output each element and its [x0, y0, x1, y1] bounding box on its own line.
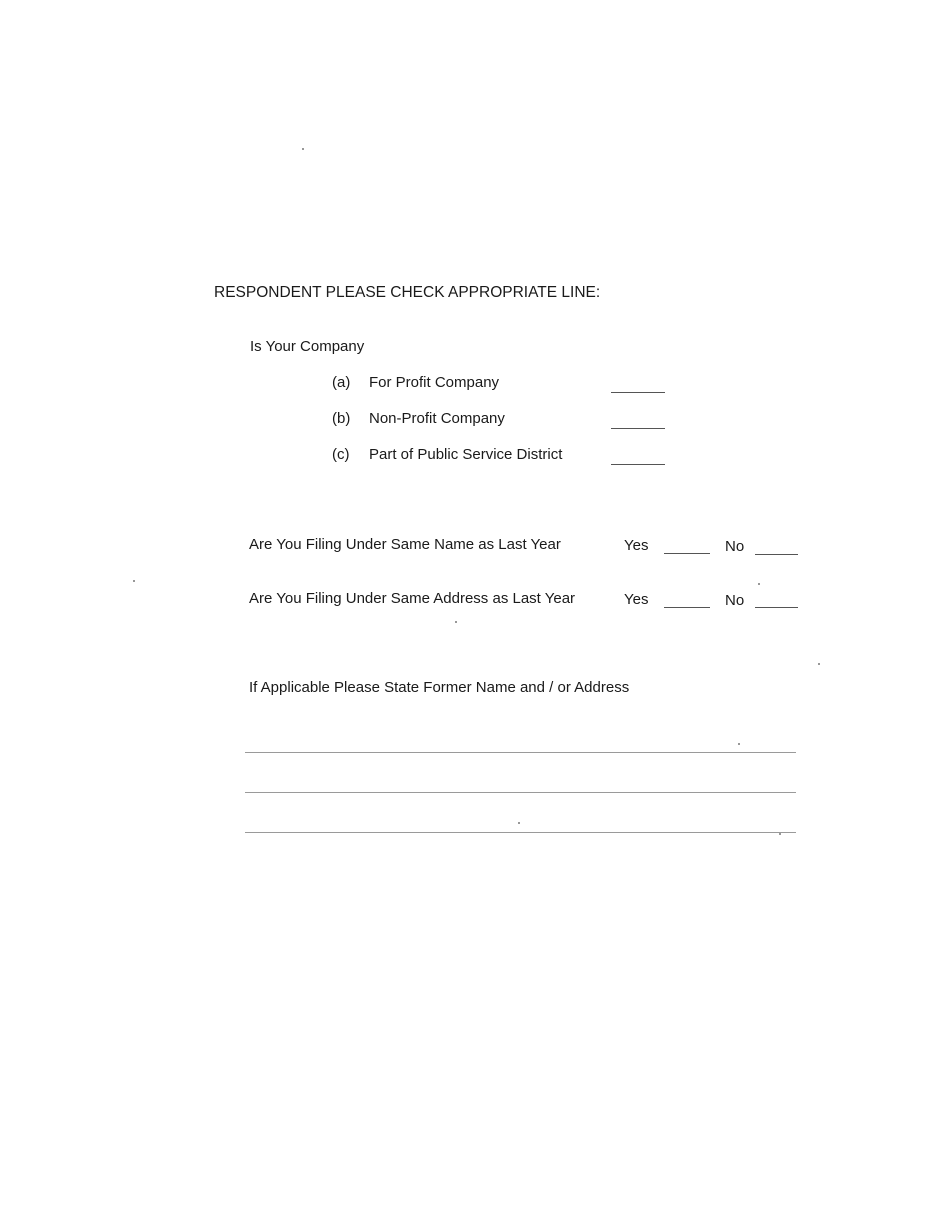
company-question: Is Your Company — [250, 338, 365, 355]
same-name-yes-line[interactable] — [664, 553, 710, 554]
former-address-line-3[interactable] — [245, 832, 796, 833]
same-address-yes-line[interactable] — [664, 607, 710, 608]
former-address-line-1[interactable] — [245, 752, 796, 753]
same-name-no-label: No — [725, 538, 745, 555]
non-profit-check-line[interactable] — [611, 428, 665, 429]
scan-speck — [758, 583, 760, 585]
scan-speck — [455, 621, 457, 623]
scan-speck — [302, 148, 304, 150]
same-name-yes-label: Yes — [624, 537, 649, 554]
same-name-question: Are You Filing Under Same Name as Last Year — [249, 536, 561, 553]
option-label: Part of Public Service District — [369, 446, 563, 463]
scan-speck — [133, 580, 135, 582]
option-marker: (b) — [332, 410, 351, 427]
same-address-no-label: No — [725, 592, 745, 609]
scan-speck — [738, 743, 740, 745]
same-address-yes-label: Yes — [624, 591, 649, 608]
public-service-check-line[interactable] — [611, 464, 665, 465]
option-marker: (c) — [332, 446, 350, 463]
former-name-prompt: If Applicable Please State Former Name and / or Address — [249, 679, 630, 696]
for-profit-check-line[interactable] — [611, 392, 665, 393]
option-label: Non-Profit Company — [369, 410, 505, 427]
form-heading: RESPONDENT PLEASE CHECK APPROPRIATE LINE: — [214, 284, 601, 301]
former-address-line-2[interactable] — [245, 792, 796, 793]
same-address-question: Are You Filing Under Same Address as Last Year — [249, 590, 576, 607]
same-name-no-line[interactable] — [755, 554, 798, 555]
scan-speck — [518, 822, 520, 824]
scan-speck — [779, 833, 781, 835]
scan-speck — [818, 663, 820, 665]
same-address-no-line[interactable] — [755, 607, 798, 608]
option-marker: (a) — [332, 374, 351, 391]
option-label: For Profit Company — [369, 374, 500, 391]
